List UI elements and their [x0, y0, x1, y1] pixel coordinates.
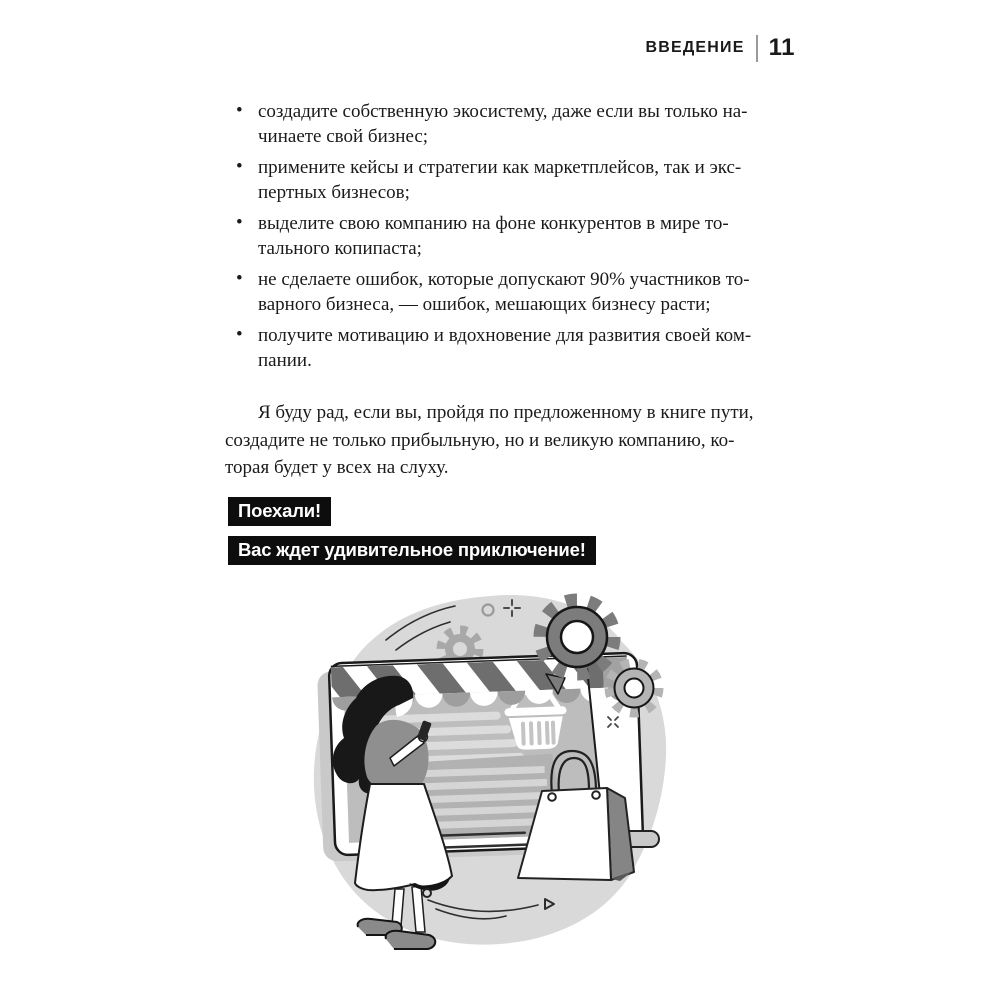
bullet-line: тального копипаста; [258, 237, 422, 259]
bullet-marker: • [236, 268, 243, 289]
bullet-line: примените кейсы и стратегии как маркетплейсов, так и экс- [258, 157, 742, 178]
header-divider [756, 35, 758, 62]
paragraph-line: торая будет у всех на слуху. [225, 457, 449, 478]
page-number: 11 [768, 34, 795, 61]
main-text [225, 100, 785, 482]
bullet-marker: • [236, 100, 243, 121]
illustration-online-shopping [300, 588, 700, 963]
bullet-line: пертных бизнесов; [258, 181, 410, 203]
chapter-title: ВВЕДЕНИЕ [645, 39, 745, 56]
bullet-line: получите мотивацию и вдохновение для развития своей ком- [258, 325, 752, 346]
banner-adventure: Вас ждет удивительное приключение! [228, 536, 596, 565]
bullet-line: варного бизнеса, — ошибок, мешающих бизнесу расти; [258, 293, 711, 315]
intro-paragraph [225, 399, 785, 482]
bullet-marker: • [236, 156, 243, 177]
bullet-line: выделите свою компанию на фоне конкурентов в мире то- [258, 213, 729, 234]
bullet-item-2 [225, 156, 785, 205]
bullet-item-3 [225, 212, 785, 261]
bullet-item-4 [225, 268, 785, 317]
banner-lets-go: Поехали! [228, 497, 331, 526]
bullet-line: чинаете свой бизнес; [258, 125, 429, 147]
paragraph-line: Я буду рад, если вы, пройдя по предложенному в книге пути, [258, 402, 754, 423]
bullet-item-1 [225, 100, 785, 149]
page-header [645, 33, 795, 63]
bullet-line: не сделаете ошибок, которые допускают 90% участников то- [258, 269, 750, 290]
highlight-banners [228, 497, 596, 565]
paragraph-line: создадите не только прибыльную, но и великую компанию, ко- [225, 429, 735, 451]
bullet-marker: • [236, 324, 243, 345]
bullet-line: пании. [258, 349, 312, 371]
bullet-marker: • [236, 212, 243, 233]
leg [392, 889, 404, 926]
bullet-line: создадите собственную экосистему, даже если вы только на- [258, 101, 748, 122]
bullet-item-5 [225, 324, 785, 373]
